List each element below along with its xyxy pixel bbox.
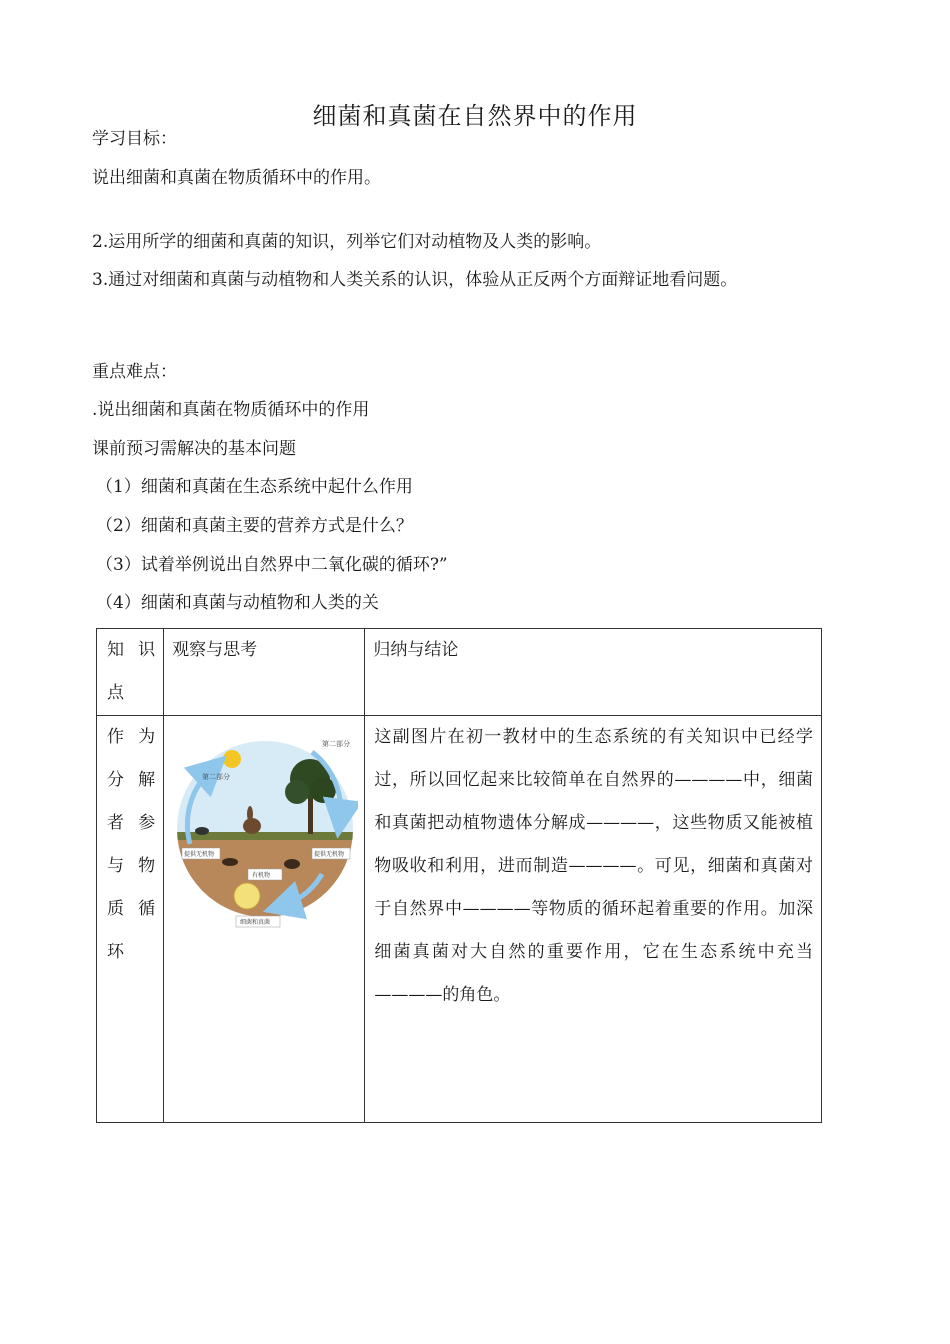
topic-line-2: 分解 xyxy=(107,770,156,790)
header-observe-think-text: 观察与思考 xyxy=(172,640,258,660)
carbon-cycle-diagram xyxy=(172,724,358,934)
label-center: 有机物 xyxy=(252,872,271,879)
topic-line-6: 环 xyxy=(107,942,124,962)
objective-2: 2.运用所学的细菌和真菌的知识，列举它们对动植物及人类的影响。 xyxy=(92,232,602,252)
header-observe-think xyxy=(164,629,365,716)
label-bottom: 细菌和真菌 xyxy=(240,919,271,926)
topic-line-5: 质循 xyxy=(107,899,156,919)
header-knowledge-point-text: 知识点 xyxy=(107,640,156,703)
table-row xyxy=(97,716,822,1123)
objective-1: 说出细菌和真菌在物质循环中的作用。 xyxy=(92,168,381,188)
keypoints-heading: 重点难点： xyxy=(92,362,177,382)
preview-heading: 课前预习需解决的基本问题 xyxy=(92,439,296,459)
objective-3: 3.通过对细菌和真菌与动植物和人类关系的认识，体验从正反两个方面辩证地看问题。 xyxy=(92,270,738,290)
keypoint-1: .说出细菌和真菌在物质循环中的作用 xyxy=(92,400,370,420)
sun-icon xyxy=(223,750,241,768)
label-right-box: 提供无机物 xyxy=(314,851,345,858)
conclusion-text: 这副图片在初一教材中的生态系统的有关知识中已经学过，所以回忆起来比较简单在自然界的————中，细菌和真菌把动植物遗体分解成————，这些物质又能被植物吸收和利用，进而制造————。可见，细菌和真菌对于自然界中————等物质的循环起着重要的作用。加深细菌真菌对大自然的重要作用，它在生态系统中充当————的角色。 xyxy=(374,727,813,1005)
knowledge-table xyxy=(96,628,822,1123)
table-header-row xyxy=(97,629,822,716)
question-4: （4）细菌和真菌与动植物和人类的关 xyxy=(96,593,379,613)
header-knowledge-point xyxy=(97,629,164,716)
page-title: 细菌和真菌在自然界中的作用 xyxy=(312,102,638,130)
conclusion-cell xyxy=(365,716,822,1123)
question-3: （3）试着举例说出自然界中二氧化碳的循环?” xyxy=(96,555,448,575)
topic-cell xyxy=(97,716,164,1123)
topic-line-3: 者参 xyxy=(107,813,156,833)
diagram-cell xyxy=(164,716,365,1123)
label-top-right: 第二部分 xyxy=(322,740,351,748)
question-2: （2）细菌和真菌主要的营养方式是什么？ xyxy=(96,516,413,536)
question-1: （1）细菌和真菌在生态系统中起什么作用 xyxy=(96,477,413,497)
microbe-icon xyxy=(234,883,260,909)
topic-line-1: 作为 xyxy=(107,727,156,747)
topic-line-4: 与物 xyxy=(107,856,156,876)
animal-icon xyxy=(195,827,209,835)
label-left: 第二部分 xyxy=(202,773,231,781)
label-left-box: 提供无机物 xyxy=(184,851,215,858)
objectives-heading: 学习目标： xyxy=(92,129,177,149)
header-conclusion-text: 归纳与结论 xyxy=(373,640,459,660)
header-conclusion xyxy=(365,629,822,716)
